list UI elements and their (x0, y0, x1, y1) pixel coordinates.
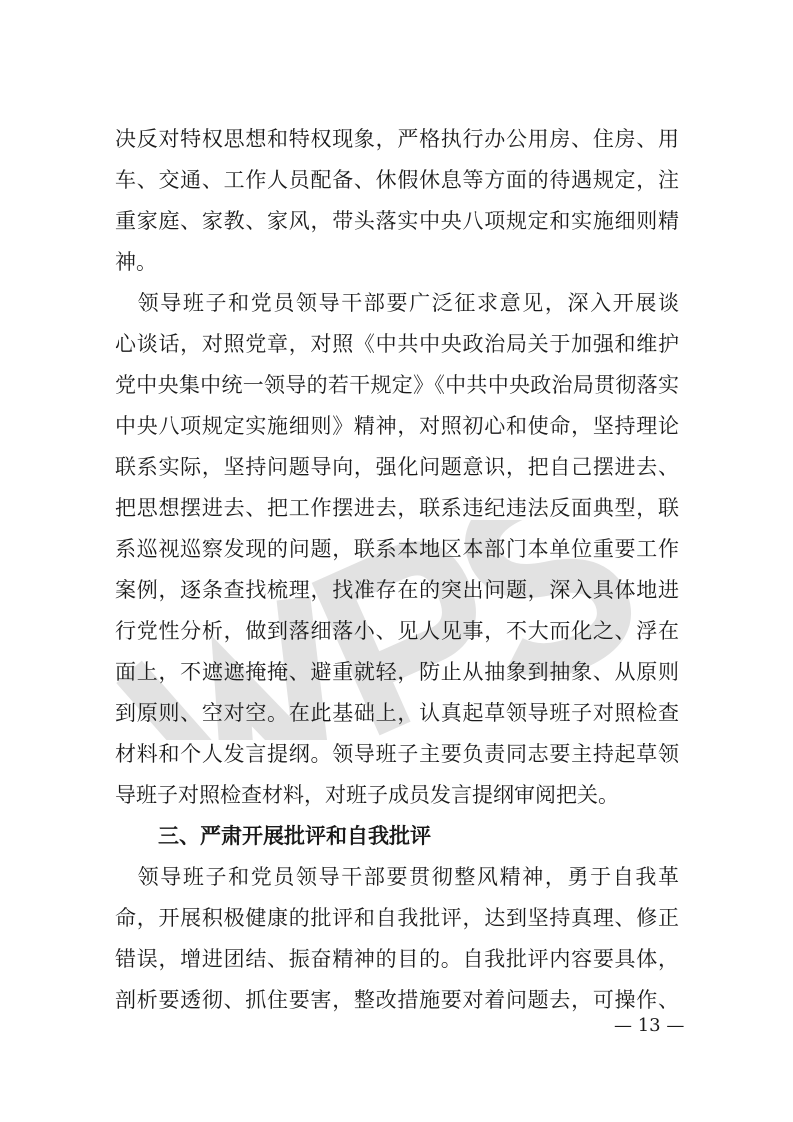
text-line: 联系实际，坚持问题导向，强化问题意识，把自己摆进去、 (115, 455, 679, 479)
text-line: 案例，逐条查找梳理，找准存在的突出问题，深入具体地进 (115, 578, 679, 602)
text-line: 把思想摆进去、把工作摆进去，联系违纪违法反面典型，联 (115, 496, 679, 520)
text-line: 重家庭、家教、家风，带头落实中央八项规定和实施细则精 (115, 209, 679, 233)
text-line: 决反对特权思想和特权现象，严格执行办公用房、住房、用 (115, 127, 679, 151)
text-line: 命，开展积极健康的批评和自我批评，达到坚持真理、修正 (115, 906, 679, 930)
text-line: 面上，不遮遮掩掩、避重就轻，防止从抽象到抽象、从原则 (115, 660, 679, 684)
text-line: 错误，增进团结、振奋精神的目的。自我批评内容要具体， (115, 947, 679, 971)
text-line: 导班子对照检查材料，对班子成员发言提纲审阅把关。 (115, 783, 619, 807)
text-line: 领导班子和党员领导干部要贯彻整风精神，勇于自我革 (115, 865, 679, 889)
text-line: 材料和个人发言提纲。领导班子主要负责同志要主持起草领 (115, 742, 679, 766)
text-line: 剖析要透彻、抓住要害，整改措施要对着问题去，可操作、 (115, 988, 679, 1012)
text-line: 神。 (115, 250, 157, 274)
text-line: 中央八项规定实施细则》精神，对照初心和使命，坚持理论 (115, 414, 679, 438)
text-line: 车、交通、工作人员配备、休假休息等方面的待遇规定，注 (115, 168, 679, 192)
text-line: 领导班子和党员领导干部要广泛征求意见，深入开展谈 (115, 291, 679, 315)
text-line: 系巡视巡察发现的问题，联系本地区本部门本单位重要工作 (115, 537, 679, 561)
text-line: 心谈话，对照党章，对照《中共中央政治局关于加强和维护 (115, 332, 679, 356)
section-heading: 三、严肃开展批评和自我批评 (158, 824, 431, 848)
text-line: 党中央集中统一领导的若干规定》《中共中央政治局贯彻落实 (115, 373, 679, 397)
page-number: — 13 — (614, 1015, 685, 1036)
text-line: 到原则、空对空。在此基础上，认真起草领导班子对照检查 (115, 701, 679, 725)
text-line: 行党性分析，做到落细落小、见人见事，不大而化之、浮在 (115, 619, 679, 643)
